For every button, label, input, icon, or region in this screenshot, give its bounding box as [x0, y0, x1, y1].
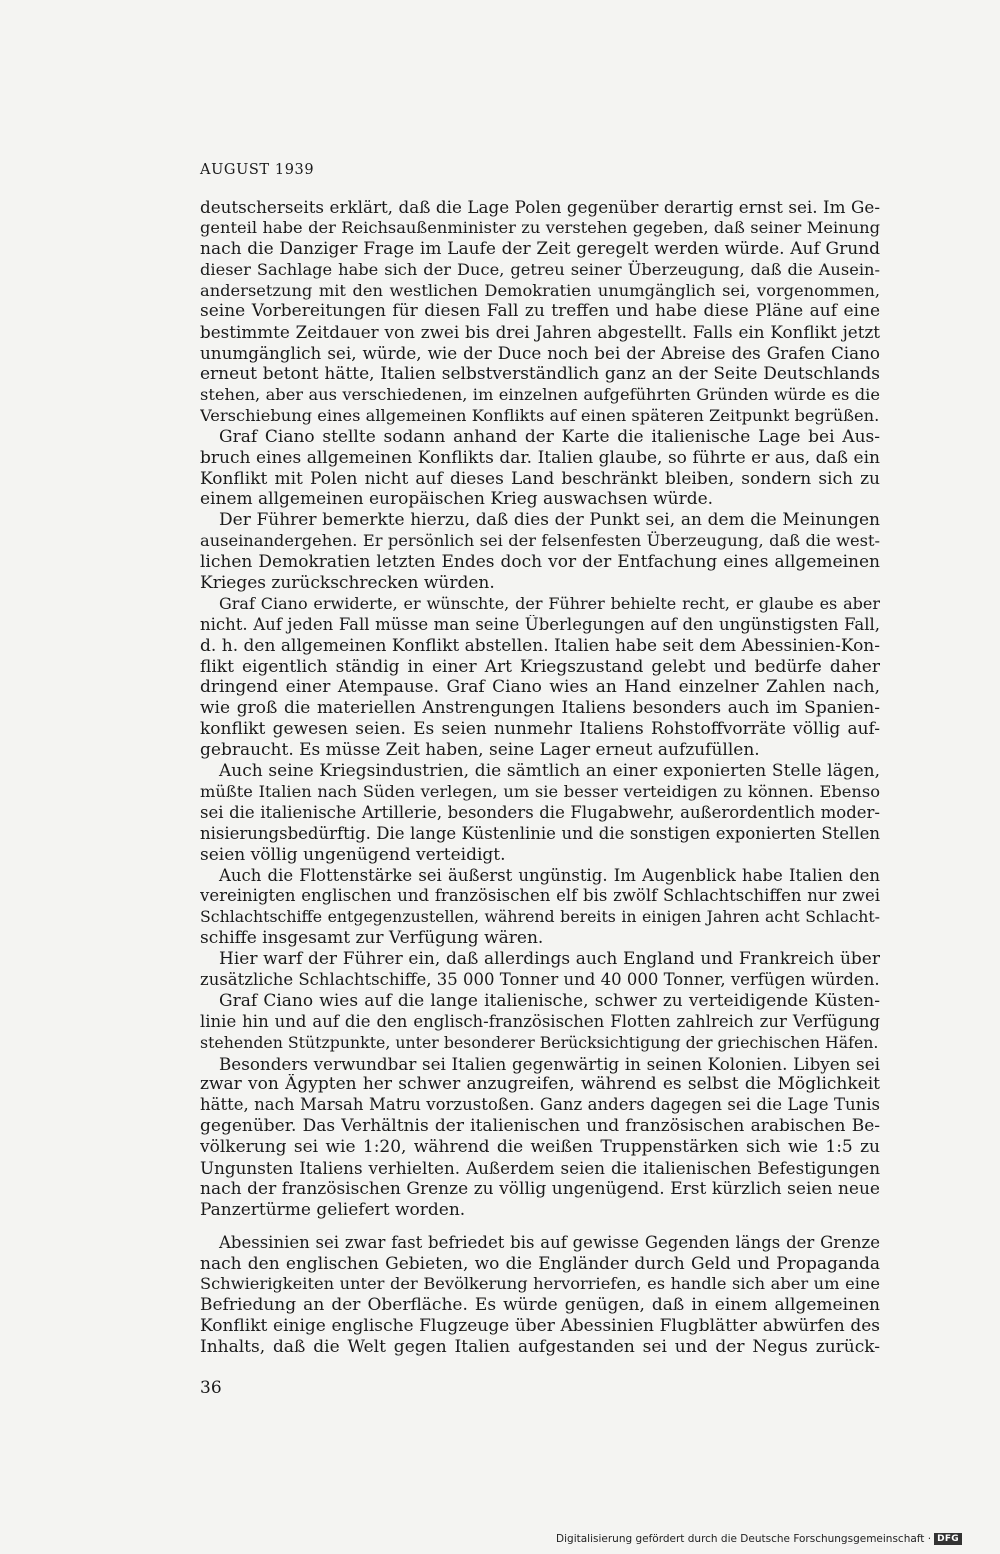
- text-line: vereinigten englischen und französischen elf bis zwölf Schlachtschiffen nur zwei: [200, 886, 880, 906]
- text-line: Konflikt einige englische Flugzeuge über Abessinien Flugblätter abwürfen des: [200, 1316, 880, 1337]
- text-line: Verschiebung eines allgemeinen Konflikts auf einen späteren Zeitpunkt begrüßen.: [200, 405, 880, 425]
- text-line: sei die italienische Artillerie, besonders die Flugabwehr, außerordentlich moder-: [200, 802, 880, 822]
- credit-text: Digitalisierung gefördert durch die Deutsche Forschungsgemeinschaft ·: [556, 1533, 932, 1545]
- paragraph-gap: [200, 1221, 880, 1233]
- text-line: nach die Danziger Frage im Laufe der Zeit geregelt werden würde. Auf Grund: [200, 238, 880, 259]
- text-line: stehen, aber aus verschiedenen, im einzelnen aufgeführten Gründen würde es die: [200, 385, 880, 405]
- text-line: Panzertürme geliefert worden.: [200, 1199, 466, 1220]
- text-line: seien völlig ungenügend verteidigt.: [200, 844, 506, 865]
- text-line: nach der französischen Grenze zu völlig ungenügend. Erst kürzlich seien neue: [200, 1178, 880, 1199]
- text-line: auseinandergehen. Er persönlich sei der felsenfesten Überzeugung, daß die west-: [200, 531, 880, 551]
- text-line: bruch eines allgemeinen Konflikts dar. Italien glaube, so führte er aus, daß ein: [200, 447, 880, 468]
- text-line: seine Vorbereitungen für diesen Fall zu treffen und habe diese Pläne auf eine: [200, 301, 880, 322]
- body-text: [200, 197, 880, 1358]
- text-line: nisierungsbedürftig. Die lange Küstenlinie und die sonstigen exponierten Stellen: [200, 823, 880, 843]
- text-line: dringend einer Atempause. Graf Ciano wies an Hand einzelner Zahlen nach,: [200, 677, 880, 698]
- text-line: stehenden Stützpunkte, unter besonderer Berücksichtigung der griechischen Häfen.: [200, 1032, 879, 1052]
- text-line: Abessinien sei zwar fast befriedet bis auf gewisse Gegenden längs der Grenze: [219, 1232, 880, 1252]
- text-line: d. h. den allgemeinen Konflikt abstellen. Italien habe seit dem Abessinien-Kon-: [200, 635, 880, 656]
- text-line: dieser Sachlage habe sich der Duce, getreu seiner Überzeugung, daß die Ausein-: [200, 259, 880, 279]
- text-line: Schlachtschiffe entgegenzustellen, während bereits in einigen Jahren acht Schlacht-: [200, 907, 880, 927]
- text-line: nach den englischen Gebieten, wo die Engländer durch Geld und Propaganda: [200, 1253, 880, 1274]
- dfg-logo: DFG: [934, 1533, 962, 1545]
- text-line: unumgänglich sei, würde, wie der Duce noch bei der Abreise des Grafen Ciano: [200, 343, 880, 364]
- text-line: Auch die Flottenstärke sei äußerst ungünstig. Im Augenblick habe Italien den: [219, 865, 880, 885]
- text-line: Besonders verwundbar sei Italien gegenwärtig in seinen Kolonien. Libyen sei: [219, 1053, 880, 1074]
- text-line: müßte Italien nach Süden verlegen, um sie besser verteidigen zu können. Ebenso: [200, 781, 880, 801]
- text-line: Graf Ciano erwiderte, er wünschte, der Führer behielte recht, er glaube es aber: [219, 593, 880, 613]
- text-line: konflikt gewesen seien. Es seien nunmehr Italiens Rohstoffvorräte völlig auf-: [200, 719, 880, 740]
- text-line: bestimmte Zeitdauer von zwei bis drei Jahren abgestellt. Falls ein Konflikt jetzt: [200, 322, 880, 343]
- text-line: Befriedung an der Oberfläche. Es würde genügen, daß in einem allgemeinen: [200, 1295, 880, 1316]
- text-line: nicht. Auf jeden Fall müsse man seine Überlegungen auf den ungünstigsten Fall,: [200, 614, 880, 634]
- text-line: genteil habe der Reichsaußenminister zu verstehen gegeben, daß seiner Meinung: [200, 217, 880, 237]
- text-line: flikt eigentlich ständig in einer Art Kriegszustand gelebt und bedürfe daher: [200, 656, 880, 677]
- page-number: 36: [200, 1378, 222, 1398]
- text-line: Der Führer bemerkte hierzu, daß dies der Punkt sei, an dem die Meinungen: [219, 510, 880, 531]
- text-line: Auch seine Kriegsindustrien, die sämtlich an einer exponierten Stelle lägen,: [219, 761, 880, 782]
- text-line: linie hin und auf die den englisch-französischen Flotten zahlreich zur Verfügung: [200, 1011, 880, 1031]
- text-line: Konflikt mit Polen nicht auf dieses Land beschränkt bleiben, sondern sich zu: [200, 468, 880, 489]
- text-line: andersetzung mit den westlichen Demokratien unumgänglich sei, vorgenommen,: [200, 280, 880, 300]
- digitization-credit: [556, 1533, 962, 1545]
- text-line: gebraucht. Es müsse Zeit haben, seine Lager erneut aufzufüllen.: [200, 740, 760, 761]
- text-line: erneut betont hätte, Italien selbstverständlich ganz an der Seite Deutschlands: [200, 364, 880, 385]
- text-line: Graf Ciano wies auf die lange italienische, schwer zu verteidigende Küsten-: [219, 990, 880, 1011]
- text-line: Inhalts, daß die Welt gegen Italien aufgestanden sei und der Negus zurück-: [200, 1337, 880, 1358]
- text-line: Graf Ciano stellte sodann anhand der Karte die italienische Lage bei Aus-: [219, 426, 880, 447]
- page-header: AUGUST 1939: [200, 162, 315, 178]
- text-line: gegenüber. Das Verhältnis der italienischen und französischen arabischen Be-: [200, 1116, 880, 1137]
- text-line: Ungunsten Italiens verhielten. Außerdem seien die italienischen Befestigungen: [200, 1157, 880, 1178]
- text-line: schiffe insgesamt zur Verfügung wären.: [200, 928, 544, 949]
- text-line: deutscherseits erklärt, daß die Lage Polen gegenüber derartig ernst sei. Im Ge-: [200, 197, 880, 217]
- text-line: einem allgemeinen europäischen Krieg auswachsen würde.: [200, 489, 714, 510]
- text-line: lichen Demokratien letzten Endes doch vor der Entfachung eines allgemeinen: [200, 552, 880, 573]
- text-line: zwar von Ägypten her schwer anzugreifen, während es selbst die Möglichkeit: [200, 1074, 880, 1095]
- text-line: Schwierigkeiten unter der Bevölkerung hervorriefen, es handle sich aber um eine: [200, 1274, 880, 1294]
- text-line: hätte, nach Marsah Matru vorzustoßen. Ganz anders dagegen sei die Lage Tunis: [200, 1095, 880, 1115]
- text-line: Krieges zurückschrecken würden.: [200, 573, 495, 594]
- text-line: zusätzliche Schlachtschiffe, 35 000 Tonner und 40 000 Tonner, verfügen würden.: [200, 969, 880, 989]
- text-line: Hier warf der Führer ein, daß allerdings auch England und Frankreich über: [219, 949, 880, 970]
- text-line: völkerung sei wie 1:20, während die weißen Truppenstärken sich wie 1:5 zu: [200, 1137, 880, 1158]
- text-line: wie groß die materiellen Anstrengungen Italiens besonders auch im Spanien-: [200, 698, 880, 719]
